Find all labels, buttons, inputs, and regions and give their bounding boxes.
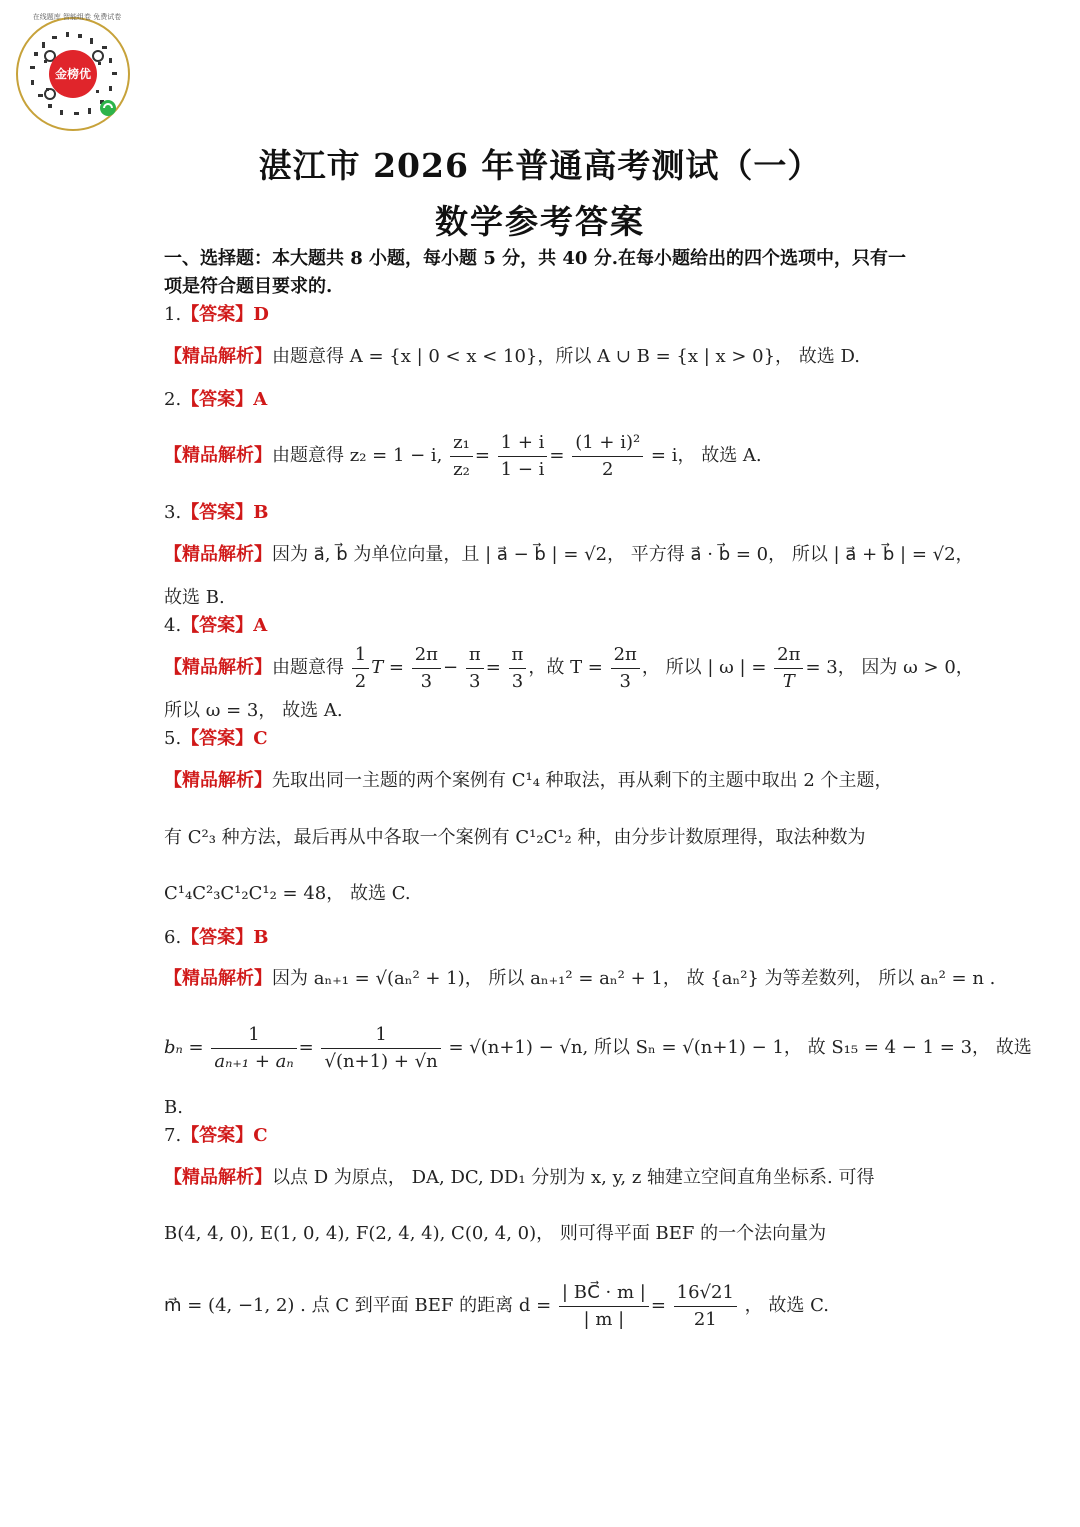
q2-frac-3: $\frac{\text{(1 + i)²}}{2}$ [572, 430, 643, 483]
q7-line1: 以点 D 为原点， DA, DC, DD₁ 分别为 x, y, z 轴建立空间直角坐标系. 可得 [272, 1167, 875, 1188]
analysis-label: 【精品解析】 [164, 1167, 272, 1188]
logo-ring-text: 在线题库 智能组卷 免费试卷 [32, 13, 122, 21]
q4-answer-row [164, 614, 924, 638]
q3-end: 故选 B. [164, 587, 225, 608]
logo-brand: 金榜优 [54, 67, 91, 81]
section-header-line2: 项是符合题目要求的. [164, 276, 333, 297]
q4-T: T = [371, 657, 404, 678]
q6-number: 6. [164, 927, 182, 948]
q4-frac-5: $\frac{2\pi}{3}$ [611, 642, 640, 695]
q7-frac-1: $\frac{| BC⃗ \cdot m |}{| m |}$ [559, 1280, 649, 1333]
q4-pre: 由题意得 [272, 657, 344, 678]
q6-frac-2: $\frac{1}{√(n+1) + √n}$ [321, 1022, 440, 1075]
q6-line2: bₙ = $\frac{1}{\text{aₙ₊₁ + aₙ}}$ = $\frac{1}{√(n+1) + √n}$ = √(n+1) − √n, 所以 Sₙ = √(n+1) − 1， 故 S₁₅ = 4 − 1 = 3， 故选 [164, 1020, 924, 1076]
q4-frac-6: $\frac{2\pi}{T}$ [774, 642, 803, 695]
page-title: 湛江市 2026 年普通高考测试（一） [258, 146, 822, 185]
q3-analysis [164, 543, 974, 567]
analysis-label: 【精品解析】 [164, 445, 272, 466]
analysis-label: 【精品解析】 [164, 544, 272, 565]
q6-answer: B [253, 927, 269, 948]
q1-answer: D [253, 304, 269, 325]
q3-answer-row [164, 501, 924, 525]
q7-line3-end: ， 故选 C. [744, 1295, 829, 1316]
logo [14, 12, 132, 136]
analysis-label: 【精品解析】 [164, 968, 272, 989]
q7-line2: B(4, 4, 0), E(1, 0, 4), F(2, 4, 4), C(0, 4, 0)， 则可得平面 BEF 的一个法向量为 [164, 1223, 827, 1244]
q7-number: 7. [164, 1125, 182, 1146]
q2-answer-row [164, 388, 924, 412]
answer-label: 【答案】 [181, 304, 254, 325]
q7-analysis [164, 1166, 924, 1190]
q7-frac-2: $\frac{16√21}{21}$ [674, 1280, 737, 1333]
section-header-line1: 一、选择题：本大题共 8 小题，每小题 5 分，共 40 分.在每小题给出的四个选项中，只有一 [164, 248, 906, 269]
q4-mid2: ， 所以 | ω | = [641, 657, 767, 678]
q2-answer: A [253, 389, 268, 410]
q5-line1: 先取出同一主题的两个案例有 C¹₄ 种取法，再从剩下的主题中取出 2 个主题， [272, 770, 893, 791]
q4-frac-3: $\frac{\pi}{3}$ [466, 642, 484, 695]
q6-bn: bₙ = [164, 1037, 204, 1058]
analysis-label: 【精品解析】 [164, 770, 272, 791]
answer-label: 【答案】 [181, 615, 254, 636]
q4-analysis: 【精品解析】由题意得 $\frac{1}{2}$ T = $\frac{2\pi}{3}$ − $\frac{\pi}{3}$ = $\frac{\pi}{3}$ ，故 T = $\frac{2\pi}{3}$ ， 所以 | ω | = $\frac{2\pi}{T}$ = 3， 因为 ω > 0， [164, 640, 924, 696]
q6-frac-1: $\frac{1}{\text{aₙ₊₁ + aₙ}}$ [211, 1022, 296, 1075]
q2-number: 2. [164, 389, 182, 410]
q6-line1: 因为 aₙ₊₁ = √(aₙ² + 1)， 所以 aₙ₊₁² = aₙ² + 1， 故 {aₙ²} 为等差数列， 所以 aₙ² = n . [272, 968, 996, 989]
q7-answer: C [253, 1125, 268, 1146]
q6-analysis [164, 967, 996, 991]
q6-end: B. [164, 1097, 183, 1118]
analysis-label: 【精品解析】 [164, 657, 272, 678]
q4-number: 4. [164, 615, 182, 636]
q4-frac-1: $\frac{1}{2}$ [352, 642, 369, 695]
answer-label: 【答案】 [181, 927, 254, 948]
q5-answer-row [164, 727, 924, 751]
answer-label: 【答案】 [181, 389, 254, 410]
answer-label: 【答案】 [181, 728, 254, 749]
q3-number: 3. [164, 502, 182, 523]
q5-number: 5. [164, 728, 182, 749]
answer-label: 【答案】 [181, 502, 254, 523]
answer-label: 【答案】 [181, 1125, 254, 1146]
q4-end: 所以 ω = 3， 故选 A. [164, 700, 343, 721]
q1-answer-row [164, 303, 924, 327]
q1-analysis [164, 345, 924, 369]
q5-line2: 有 C²₃ 种方法，最后再从中各取一个案例有 C¹₂C¹₂ 种，由分步计数原理得，取法种数为 [164, 827, 866, 848]
q7-line3-pre: m⃗ = (4, −1, 2) . 点 C 到平面 BEF 的距离 d = [164, 1295, 552, 1316]
q4-frac-4: $\frac{\pi}{3}$ [509, 642, 527, 695]
q7-answer-row [164, 1124, 924, 1148]
q1-number: 1. [164, 304, 182, 325]
q3-text: 因为 a⃗, b⃗ 为单位向量，且 | a⃗ − b⃗ | = √2， 平方得 a⃗ · b⃗ = 0， 所以 | a⃗ + b⃗ | = √2， [272, 544, 974, 565]
q6-line2-post: = √(n+1) − √n, 所以 Sₙ = √(n+1) − 1， 故 S₁₅ = 4 − 1 = 3， 故选 [448, 1037, 1032, 1058]
q2-pre: 由题意得 z₂ = 1 − i, [272, 445, 449, 466]
page-subtitle: 数学参考答案 [435, 202, 645, 241]
q3-answer: B [253, 502, 269, 523]
q4-frac-2: $\frac{2\pi}{3}$ [412, 642, 441, 695]
q5-analysis [164, 769, 924, 793]
q4-mid: ，故 T = [528, 657, 603, 678]
q2-end: = i， 故选 A. [650, 445, 762, 466]
q5-answer: C [253, 728, 268, 749]
q2-frac-2: $\frac{1 + i}{1 - i}$ [498, 430, 548, 483]
q5-line3: C¹₄C²₃C¹₂C¹₂ = 48， 故选 C. [164, 883, 411, 904]
analysis-label: 【精品解析】 [164, 346, 272, 367]
q7-line3: m⃗ = (4, −1, 2) . 点 C 到平面 BEF 的距离 d = $\frac{| BC⃗ \cdot m |}{| m |}$ = $\frac{16√21}{21}$ ， 故选 C. [164, 1278, 924, 1334]
q2-frac-1: $\frac{\text{z₁}}{\text{z₂}}$ [450, 430, 473, 483]
q2-analysis: 【精品解析】由题意得 z₂ = 1 − i, $\frac{\text{z₁}}{\text{z₂}}$ = $\frac{1 + i}{1 - i}$ = $\frac{\text{(1 + i)²}}{2}$ = i， 故选 A. [164, 428, 924, 484]
q4-tail: = 3， 因为 ω > 0， [805, 657, 974, 678]
q6-answer-row [164, 926, 924, 950]
q1-text: 由题意得 A = {x | 0 < x < 10}，所以 A ∪ B = {x | x > 0}， 故选 D. [272, 346, 861, 367]
q4-answer: A [253, 615, 268, 636]
